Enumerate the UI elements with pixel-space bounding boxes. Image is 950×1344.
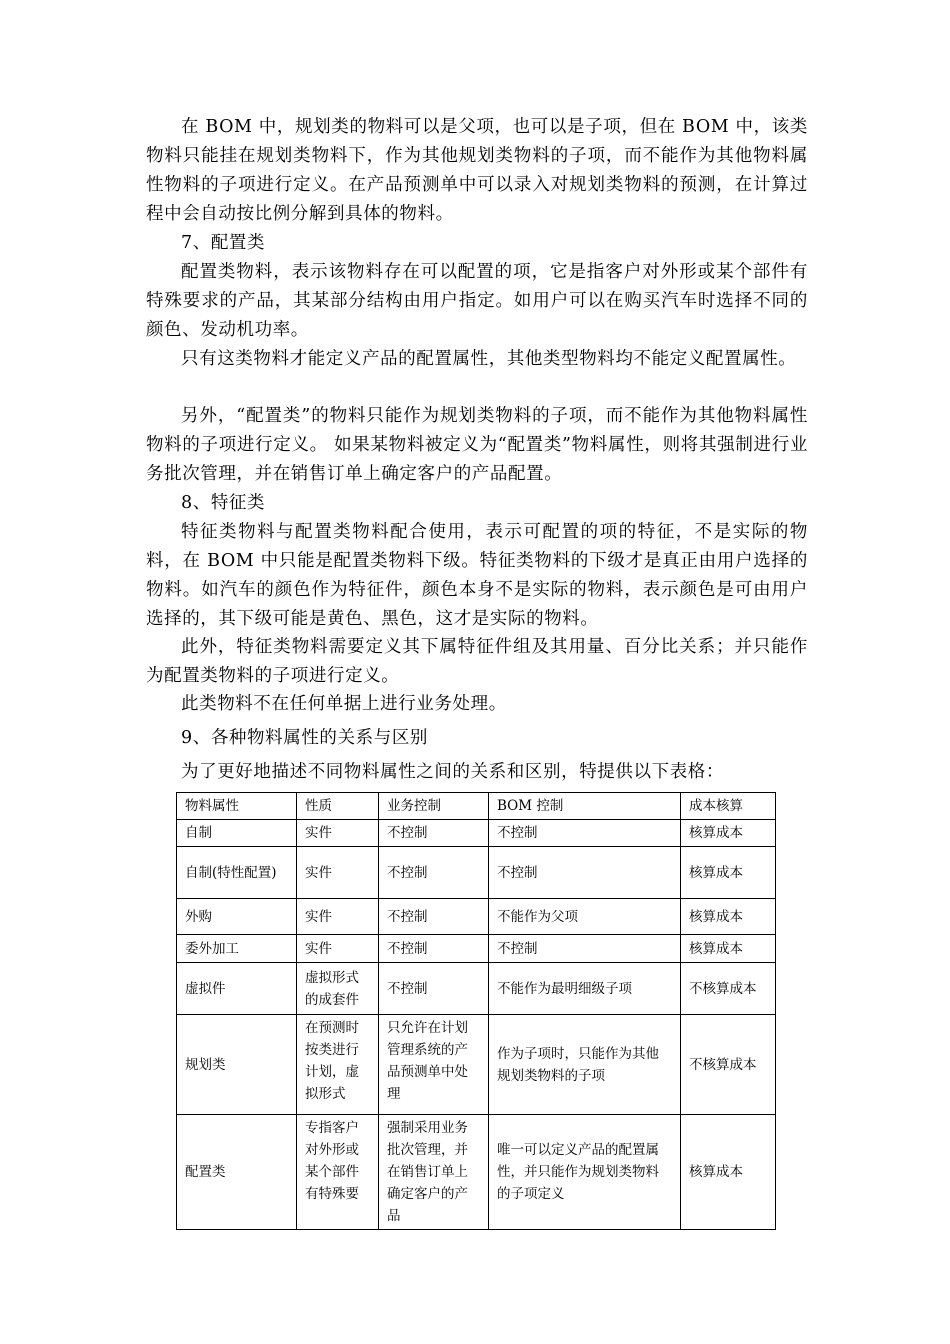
table-cell: 不控制 bbox=[379, 963, 489, 1015]
table-cell: 核算成本 bbox=[681, 820, 776, 847]
paragraph-feature-extra: 此外，特征类物料需要定义其下属特征件组及其用量、百分比关系；并只能作为配置类物料的子项进行定义。 bbox=[146, 637, 808, 686]
table-cell: 不控制 bbox=[379, 935, 489, 963]
table-cell: 自制(特性配置) bbox=[177, 847, 297, 899]
table-cell: 实件 bbox=[297, 899, 379, 935]
paragraph-feature-definition: 特征类物料与配置类物料配合使用，表示可配置的项的特征，不是实际的物料，在 BOM 中只能是配置类物料下级。特征类物料的下级才是真正由用户选择的物料。如汽车的颜色作为特征件，颜色本身不是实际的物料，表示颜色是可由用户选择的，其下级可能是黄色、黑色，这才是实际的物料。 bbox=[146, 522, 808, 629]
table-cell: 核算成本 bbox=[681, 1115, 776, 1230]
paragraph-config-only: 只有这类物料才能定义产品的配置属性，其他类型物料均不能定义配置属性。 bbox=[181, 349, 797, 369]
table-header-row bbox=[177, 793, 776, 820]
table-cell: 核算成本 bbox=[681, 847, 776, 899]
table-cell: 只允许在计划管理系统的产品预测单中处理 bbox=[379, 1015, 489, 1115]
table-cell: 在预测时按类进行计划，虚拟形式 bbox=[297, 1015, 379, 1115]
table-row bbox=[177, 935, 776, 963]
table-header-cell: 业务控制 bbox=[379, 793, 489, 820]
paragraph-table-intro: 为了更好地描述不同物料属性之间的关系和区别，特提供以下表格： bbox=[181, 762, 724, 782]
table-cell: 虚拟形式的成套件 bbox=[297, 963, 379, 1015]
paragraph-feature-no-business: 此类物料不在任何单据上进行业务处理。 bbox=[181, 694, 507, 714]
table-cell: 实件 bbox=[297, 847, 379, 899]
table-cell: 核算成本 bbox=[681, 899, 776, 935]
table-row bbox=[177, 1015, 776, 1115]
table-cell: 不控制 bbox=[379, 847, 489, 899]
table-cell: 实件 bbox=[297, 935, 379, 963]
table-cell: 虚拟件 bbox=[177, 963, 297, 1015]
table-header-cell: BOM 控制 bbox=[489, 793, 681, 820]
section-heading-relations: 9、各种物料属性的关系与区别 bbox=[181, 728, 429, 748]
table-cell: 作为子项时，只能作为其他规划类物料的子项 bbox=[489, 1015, 681, 1115]
table-cell: 不控制 bbox=[379, 899, 489, 935]
table-cell: 核算成本 bbox=[681, 935, 776, 963]
table-cell: 实件 bbox=[297, 820, 379, 847]
table-cell: 委外加工 bbox=[177, 935, 297, 963]
table-cell: 唯一可以定义产品的配置属性，并只能作为规划类物料的子项定义 bbox=[489, 1115, 681, 1230]
table-cell: 不控制 bbox=[489, 935, 681, 963]
table-row bbox=[177, 847, 776, 899]
paragraph-planning-bom: 在 BOM 中，规划类的物料可以是父项，也可以是子项，但在 BOM 中，该类物料只能挂在规划类物料下，作为其他规划类物料的子项，而不能作为其他物料属性物料的子项进行定义。在产品预测单中可以录入对规划类物料的预测，在计算过程中会自动按比例分解到具体的物料。 bbox=[146, 117, 808, 224]
table-cell: 不控制 bbox=[489, 847, 681, 899]
table-header-cell: 成本核算 bbox=[681, 793, 776, 820]
table-cell: 规划类 bbox=[177, 1015, 297, 1115]
table-cell: 强制采用业务批次管理，并在销售订单上确定客户的产品 bbox=[379, 1115, 489, 1230]
table-cell: 不控制 bbox=[379, 820, 489, 847]
table-cell: 自制 bbox=[177, 820, 297, 847]
table-cell: 外购 bbox=[177, 899, 297, 935]
table-cell: 不能作为父项 bbox=[489, 899, 681, 935]
table-row bbox=[177, 820, 776, 847]
table-cell: 不能作为最明细级子项 bbox=[489, 963, 681, 1015]
table-row bbox=[177, 1115, 776, 1230]
paragraph-config-definition: 配置类物料，表示该物料存在可以配置的项，它是指客户对外形或某个部件有特殊要求的产品，其某部分结构由用户指定。如用户可以在购买汽车时选择不同的颜色、发动机功率。 bbox=[146, 262, 808, 340]
table-row bbox=[177, 899, 776, 935]
table-cell: 不核算成本 bbox=[681, 1015, 776, 1115]
table-cell: 配置类 bbox=[177, 1115, 297, 1230]
table-cell: 不核算成本 bbox=[681, 963, 776, 1015]
table-header-cell: 性质 bbox=[297, 793, 379, 820]
table-header-cell: 物料属性 bbox=[177, 793, 297, 820]
table-cell: 专指客户对外形或某个部件有特殊要 bbox=[297, 1115, 379, 1230]
material-attribute-table bbox=[176, 792, 776, 1230]
section-heading-feature: 8、特征类 bbox=[181, 493, 266, 513]
section-heading-config: 7、配置类 bbox=[181, 233, 266, 253]
table-row bbox=[177, 963, 776, 1015]
paragraph-config-child: 另外，“配置类”的物料只能作为规划类物料的子项，而不能作为其他物料属性物料的子项进行定义。 如果某物料被定义为“配置类”物料属性，则将其强制进行业务批次管理，并在销售订单上确定客户的产品配置。 bbox=[146, 406, 808, 484]
table-cell: 不控制 bbox=[489, 820, 681, 847]
